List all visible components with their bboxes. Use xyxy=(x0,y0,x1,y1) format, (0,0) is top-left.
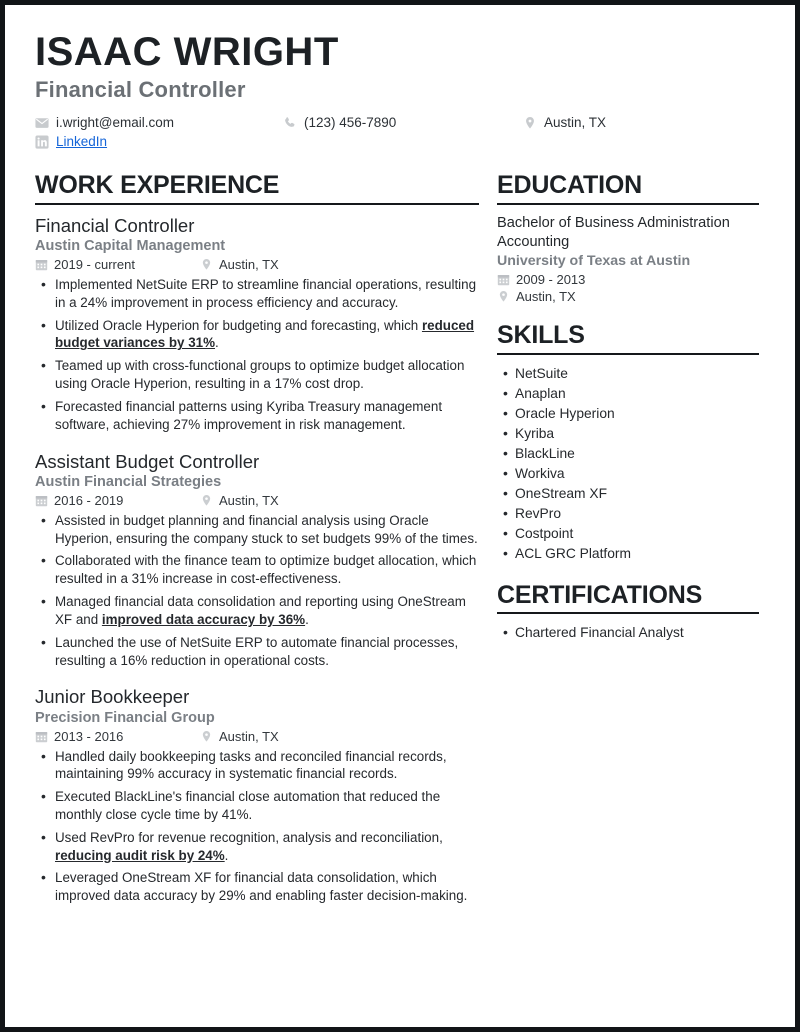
skill-item: • Workiva xyxy=(515,464,759,484)
job-title: Junior Bookkeeper xyxy=(35,686,190,708)
job-meta xyxy=(35,257,479,272)
section-rule-work-experience xyxy=(35,203,479,205)
education-dates-text: 2009 - 2013 xyxy=(516,272,586,288)
job-dates-text: 2019 - current xyxy=(54,257,135,272)
skill-item: • NetSuite xyxy=(515,364,759,384)
job-bullet: • Executed BlackLine's financial close automation that reduced the monthly close cycle time by 41%. xyxy=(53,788,479,824)
job-company: Austin Financial Strategies xyxy=(35,473,222,490)
education-degree: Bachelor of Business Administration Accounting xyxy=(497,214,730,251)
job-bullet: • Forecasted financial patterns using Kyriba Treasury management software, achieving 27% improvement in risk management. xyxy=(53,398,479,434)
skill-item: • Oracle Hyperion xyxy=(515,404,759,424)
job-bullet: • Collaborated with the finance team to optimize budget allocation, which resulted in a 31% increase in cost-effectiveness. xyxy=(53,552,479,588)
calendar-icon xyxy=(35,494,48,507)
job-bullet: • Teamed up with cross-functional groups to optimize budget allocation using Oracle Hyperion, resulting in a 17% cost drop. xyxy=(53,357,479,393)
certifications-list xyxy=(497,623,759,643)
map-pin-icon xyxy=(523,116,537,130)
linkedin-icon xyxy=(35,135,49,149)
section-title-skills: SKILLS xyxy=(497,321,585,350)
job-bullet: • Handled daily bookkeeping tasks and reconciled financial records, maintaining 99% accuracy in systematic financial records. xyxy=(53,748,479,784)
education-list xyxy=(497,214,759,305)
calendar-icon xyxy=(35,730,48,743)
job-bullet: • Launched the use of NetSuite ERP to automate financial processes, resulting a 16% reduction in operational costs. xyxy=(53,634,479,670)
skill-item: • Anaplan xyxy=(515,384,759,404)
map-pin-icon xyxy=(497,290,510,303)
job-bullets xyxy=(35,748,479,906)
job-bullets xyxy=(35,276,479,434)
section-work-experience xyxy=(35,172,479,905)
job-bullet: • Managed financial data consolidation and reporting using OneStream XF and improved data accuracy by 36%. xyxy=(53,593,479,629)
job-dates xyxy=(35,493,200,508)
skill-item: • RevPro xyxy=(515,504,759,524)
resume-body xyxy=(35,172,767,923)
job-company: Austin Capital Management xyxy=(35,238,226,254)
job-bullets xyxy=(35,512,479,670)
section-rule-certifications xyxy=(497,612,759,614)
job-title: Assistant Budget Controller xyxy=(35,450,260,472)
calendar-icon xyxy=(35,258,48,271)
bullet-highlight: reducing audit risk by 24% xyxy=(55,847,225,863)
education-entry xyxy=(497,214,759,305)
bullet-highlight: improved data accuracy by 36% xyxy=(101,611,306,627)
contact-email-text: i.wright@email.com xyxy=(56,115,174,130)
contact-phone-text: (123) 456-7890 xyxy=(304,115,397,130)
job-bullet: • Used RevPro for revenue recognition, analysis and reconciliation, reducing audit risk by 24%. xyxy=(53,829,479,865)
job-title: Financial Controller xyxy=(35,214,195,236)
contact-email[interactable] xyxy=(35,115,283,131)
job-entry xyxy=(35,214,479,434)
skill-item: • ACL GRC Platform xyxy=(515,544,759,564)
section-education xyxy=(497,172,759,304)
job-dates-text: 2016 - 2019 xyxy=(54,492,124,508)
education-location xyxy=(497,289,759,304)
bullet-highlight: reduced budget variances by 31% xyxy=(55,317,475,351)
certification-item: • Chartered Financial Analyst xyxy=(515,623,759,643)
candidate-role: Financial Controller xyxy=(35,77,246,102)
job-location-text: Austin, TX xyxy=(219,492,279,508)
contact-row-primary xyxy=(35,115,767,131)
map-pin-icon xyxy=(200,494,213,507)
job-dates xyxy=(35,729,200,744)
skill-item: • OneStream XF xyxy=(515,484,759,504)
section-skills xyxy=(497,322,759,564)
section-title-certifications: CERTIFICATIONS xyxy=(497,580,703,609)
section-title-work-experience: WORK EXPERIENCE xyxy=(35,171,280,200)
calendar-icon xyxy=(497,273,510,286)
contact-location xyxy=(523,115,723,131)
job-dates-text: 2013 - 2016 xyxy=(54,728,124,744)
section-rule-education xyxy=(497,203,759,205)
envelope-icon xyxy=(35,116,49,130)
contact-location-text: Austin, TX xyxy=(544,115,607,130)
job-bullet: • Implemented NetSuite ERP to streamline financial operations, resulting in a 24% improvement in process efficiency and accuracy. xyxy=(53,276,479,312)
contact-phone[interactable] xyxy=(283,115,523,131)
job-location-text: Austin, TX xyxy=(219,257,279,272)
job-location xyxy=(200,257,279,272)
skill-item: • Kyriba xyxy=(515,424,759,444)
job-bullet: • Utilized Oracle Hyperion for budgeting and forecasting, which reduced budget variances by 31%. xyxy=(53,317,479,353)
job-location-text: Austin, TX xyxy=(219,728,279,744)
skill-item: • BlackLine xyxy=(515,444,759,464)
job-bullet: • Assisted in budget planning and financial analysis using Oracle Hyperion, ensuring the company stuck to set budgets 99% of the times. xyxy=(53,512,479,548)
left-column xyxy=(35,172,497,923)
job-list xyxy=(35,214,479,905)
linkedin-link[interactable]: LinkedIn xyxy=(56,134,108,150)
contact-row-secondary xyxy=(35,134,767,150)
job-entry xyxy=(35,450,479,670)
resume-header xyxy=(35,31,767,150)
job-dates xyxy=(35,257,200,272)
education-dates xyxy=(497,272,759,287)
phone-icon xyxy=(283,116,297,130)
section-rule-skills xyxy=(497,353,759,355)
map-pin-icon xyxy=(200,258,213,271)
skill-item: • Costpoint xyxy=(515,524,759,544)
section-certifications xyxy=(497,582,759,644)
job-location xyxy=(200,729,279,744)
job-bullet: • Leveraged OneStream XF for financial data consolidation, which improved data accuracy by 29% and enabling faster decision-making. xyxy=(53,869,479,905)
job-meta xyxy=(35,493,479,508)
job-company: Precision Financial Group xyxy=(35,709,215,726)
candidate-name: ISAAC WRIGHT xyxy=(35,30,339,74)
contact-linkedin[interactable] xyxy=(35,134,107,150)
skills-list xyxy=(497,364,759,564)
job-entry xyxy=(35,685,479,905)
education-location-text: Austin, TX xyxy=(516,289,576,305)
job-location xyxy=(200,493,279,508)
right-column xyxy=(497,172,759,923)
job-meta xyxy=(35,729,479,744)
section-title-education: EDUCATION xyxy=(497,171,642,200)
education-school: University of Texas at Austin xyxy=(497,253,691,270)
map-pin-icon xyxy=(200,730,213,743)
